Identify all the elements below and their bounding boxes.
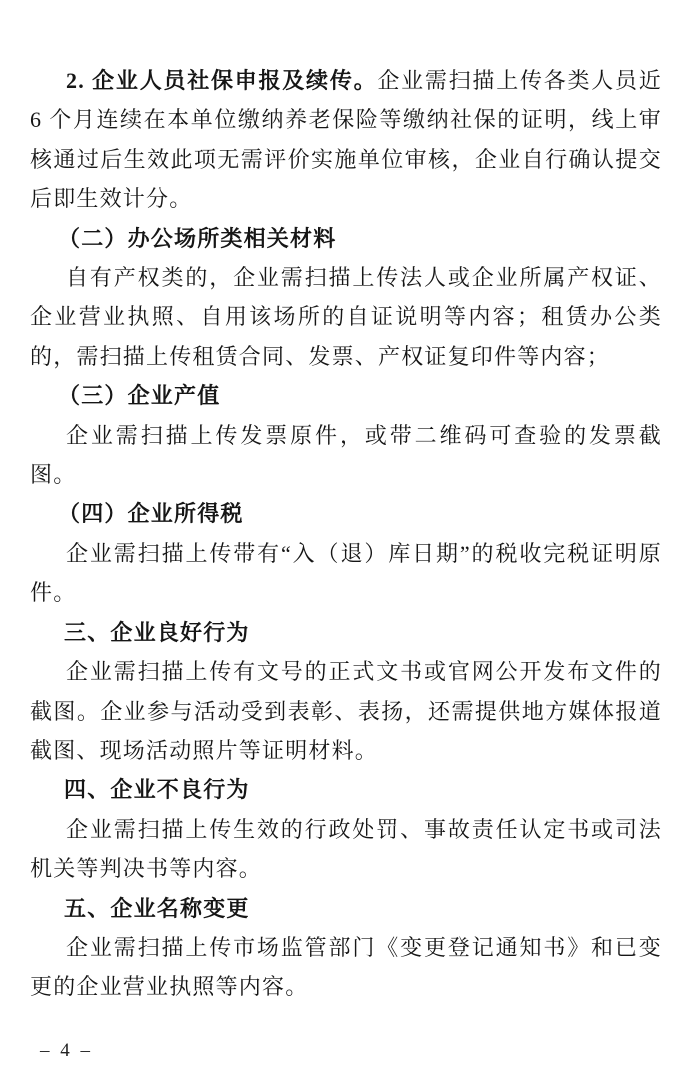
section-heading-bad-conduct: 四、企业不良行为 bbox=[64, 777, 250, 803]
paragraph-social-insurance bbox=[30, 61, 662, 219]
paragraph-office-materials: 自有产权类的，企业需扫描上传法人或企业所属产权证、企业营业执照、自用该场所的自证说明等内容；租赁办公类的，需扫描上传租赁合同、发票、产权证复印件等内容； bbox=[30, 265, 662, 369]
sub-heading-income-tax: （四）企业所得税 bbox=[58, 501, 244, 527]
page-number: – 4 – bbox=[40, 1040, 93, 1061]
section-heading-name-change: 五、企业名称变更 bbox=[64, 895, 250, 921]
paragraph-lead-bold: 2. 企业人员社保申报及续传。 bbox=[66, 68, 378, 93]
paragraph-name-change: 企业需扫描上传市场监管部门《变更登记通知书》和已变更的企业营业执照等内容。 bbox=[30, 934, 662, 1000]
paragraph-enterprise-output: 企业需扫描上传发票原件，或带二维码可查验的发票截图。 bbox=[30, 422, 662, 488]
paragraph-text: 企业需扫描上传各类人员近 6 个月连续在本单位缴纳养老保险等缴纳社保的证明，线上审核通过后生效此项无需评价实施单位审核，企业自行确认提交后即生效计分。 bbox=[30, 68, 662, 212]
document-content bbox=[30, 61, 662, 1007]
paragraph-good-conduct: 企业需扫描上传有文号的正式文书或官网公开发布文件的截图。企业参与活动受到表彰、表扬，还需提供地方媒体报道截图、现场活动照片等证明材料。 bbox=[30, 659, 662, 763]
paragraph-bad-conduct: 企业需扫描上传生效的行政处罚、事故责任认定书或司法机关等判决书等内容。 bbox=[30, 816, 662, 882]
sub-heading-enterprise-output: （三）企业产值 bbox=[58, 383, 221, 409]
sub-heading-office-materials: （二）办公场所类相关材料 bbox=[58, 225, 337, 251]
section-heading-good-conduct: 三、企业良好行为 bbox=[64, 619, 250, 645]
paragraph-income-tax: 企业需扫描上传带有“入（退）库日期”的税收完税证明原件。 bbox=[30, 540, 662, 606]
page-footer bbox=[40, 1040, 93, 1062]
